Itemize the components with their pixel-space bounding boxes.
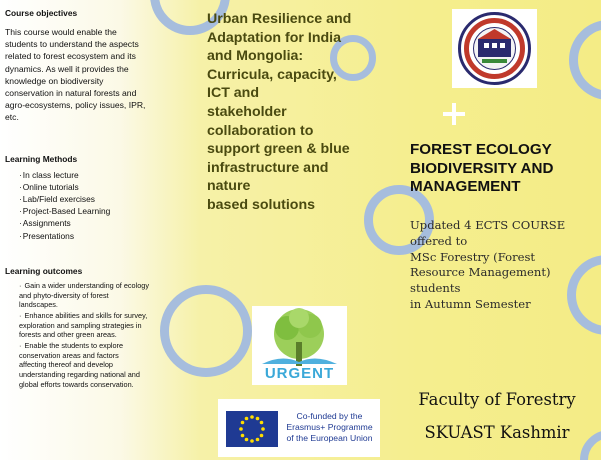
objectives-text: This course would enable the students to understand the aspects related to forest ecosystem and its dynamics. As well it provides the knowledge on biodiversity conservation in natural forests and agro-ecosystems, policy issues, IPR, etc. — [5, 27, 146, 123]
objectives-heading: Course objectives — [5, 8, 78, 18]
list-item: · Presentations — [19, 230, 197, 242]
methods-heading: Learning Methods — [5, 153, 78, 164]
project-title: Urban Resilience and Adaptation for India and Mongolia: Curricula, capacity, ICT and stakeholder collaboration to support green & blue infrastructure and nature based solutions — [207, 11, 352, 213]
list-item: · In class lecture — [19, 169, 197, 181]
faculty-name: Faculty of Forestry — [418, 390, 576, 409]
list-item: · Gain a wider understanding of ecology and phyto-diversity of forest landscapes. — [19, 281, 197, 310]
erasmus-logo — [218, 399, 380, 457]
urgent-logo-text: URGENT — [264, 365, 335, 382]
course-title: FOREST ECOLOGY BIODIVERSITY AND MANAGEMENT — [410, 141, 554, 196]
course-info: Updated 4 ECTS COURSE offered to MSc Forestry (Forest Resource Management) students in Autumn Semester — [410, 218, 566, 311]
university-name: SKUAST Kashmir — [424, 423, 570, 442]
decorative-ring — [569, 20, 601, 100]
methods-list — [5, 169, 197, 242]
list-item: · Assignments — [19, 217, 197, 229]
list-item: · Online tutorials — [19, 181, 197, 193]
eu-flag-icon — [226, 411, 278, 447]
left-column — [5, 8, 197, 391]
tree-icon — [252, 306, 347, 368]
erasmus-text: Co-funded by the Erasmus+ Programme of the European Union — [286, 411, 373, 443]
outcomes-heading: Learning outcomes — [5, 265, 83, 276]
urgent-project-logo — [252, 306, 347, 385]
plus-icon — [443, 103, 465, 125]
university-seal-logo — [452, 9, 537, 88]
list-item: · Project-Based Learning — [19, 205, 197, 217]
list-item: · Enhance abilities and skills for survey, exploration and sampling strategies in forests and other green areas. — [19, 311, 197, 340]
outcomes-list — [5, 281, 197, 390]
list-item: · Lab/Field exercises — [19, 193, 197, 205]
list-item: · Enable the students to explore conservation areas and factors affecting thereof and develop understanding regarding national and global efforts towards conservation. — [19, 341, 197, 390]
